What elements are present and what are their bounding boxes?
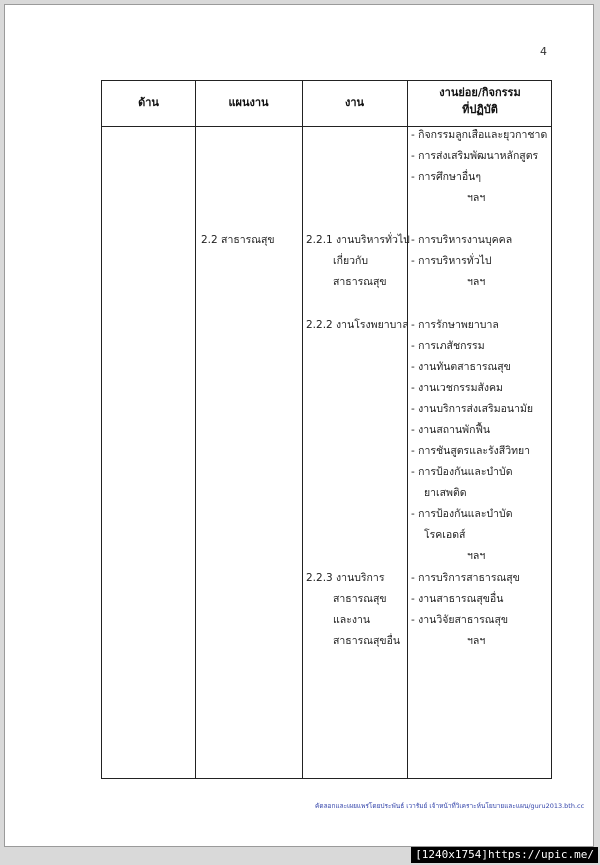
activity-list-continued (411, 125, 547, 209)
work-line: 2.2.3 งานบริการ (306, 572, 385, 584)
list-item-continued: โรคเอดส์ (424, 529, 466, 541)
list-item: - การป้องกันและบำบัด (411, 466, 513, 478)
column-divider (302, 81, 303, 778)
list-item-continued: ยาเสพติด (424, 487, 467, 499)
footer-credit: คัดลอกและเผยแพร่โดยประพันธ์ เวารัมย์ เจ้าหน้าที่วิเคราะห์นโยบายและแผน/guru2013.bth.cc (315, 802, 585, 810)
list-item: - การบริหารทั่วไป (411, 255, 492, 267)
work-2-2-2 (306, 315, 409, 336)
activity-list-2-2-3 (411, 568, 520, 652)
list-item: - งานวิจัยสาธารณสุข (411, 614, 509, 626)
work-line: และงาน (333, 614, 371, 626)
document-page (4, 4, 594, 847)
plan-public-health: 2.2 สาธารณสุข (201, 234, 275, 246)
list-item: - การส่งเสริมพัฒนาหลักสูตร (411, 150, 539, 162)
page-number: 4 (540, 45, 547, 58)
column-divider (407, 81, 408, 778)
header-activities (407, 84, 553, 118)
work-line: สาธารณสุข (333, 593, 387, 605)
list-item: - งานบริการส่งเสริมอนามัย (411, 403, 534, 415)
etc-marker: ฯลฯ (467, 276, 486, 288)
work-line: เกี่ยวกับ (333, 255, 369, 267)
list-item: - การเภสัชกรรม (411, 340, 485, 352)
list-item: - การบริการสาธารณสุข (411, 572, 520, 584)
list-item: - งานทันตสาธารณสุข (411, 361, 511, 373)
work-line: 2.2.1 งานบริหารทั่วไป (306, 234, 410, 246)
header-activities-line1: งานย่อย/กิจกรรม (439, 86, 521, 99)
list-item: - การชันสูตรและรังสีวิทยา (411, 445, 531, 457)
header-plan: แผนงาน (228, 96, 269, 109)
list-item: - งานสถานพักฟื้น (411, 424, 491, 436)
list-item: - การศึกษาอื่นๆ (411, 171, 481, 183)
column-divider (195, 81, 196, 778)
list-item: - การรักษาพยาบาล (411, 319, 499, 331)
work-2-2-3 (306, 568, 400, 652)
activity-list-2-2-2 (411, 315, 533, 567)
header-work: งาน (344, 96, 365, 109)
list-item: - การบริหารงานบุคคล (411, 234, 513, 246)
list-item: - งานเวชกรรมสังคม (411, 382, 503, 394)
activity-list-2-2-1 (411, 230, 512, 293)
work-line: สาธารณสุขอื่น (333, 635, 401, 647)
header-side: ด้าน (138, 96, 159, 109)
list-item: - การป้องกันและบำบัด (411, 508, 513, 520)
duties-table (101, 80, 552, 779)
etc-marker: ฯลฯ (467, 635, 486, 647)
etc-marker: ฯลฯ (467, 192, 486, 204)
etc-marker: ฯลฯ (467, 550, 486, 562)
work-2-2-1 (306, 230, 410, 293)
list-item: - กิจกรรมลูกเสือและยุวกาชาด (411, 129, 548, 141)
header-activities-line2: ที่ปฏิบัติ (462, 103, 498, 116)
work-line: 2.2.2 งานโรงพยาบาล (306, 319, 409, 331)
work-line: สาธารณสุข (333, 276, 387, 288)
list-item: - งานสาธารณสุขอื่น (411, 593, 504, 605)
image-source-watermark: [1240x1754]https://upic.me/ (411, 847, 598, 863)
